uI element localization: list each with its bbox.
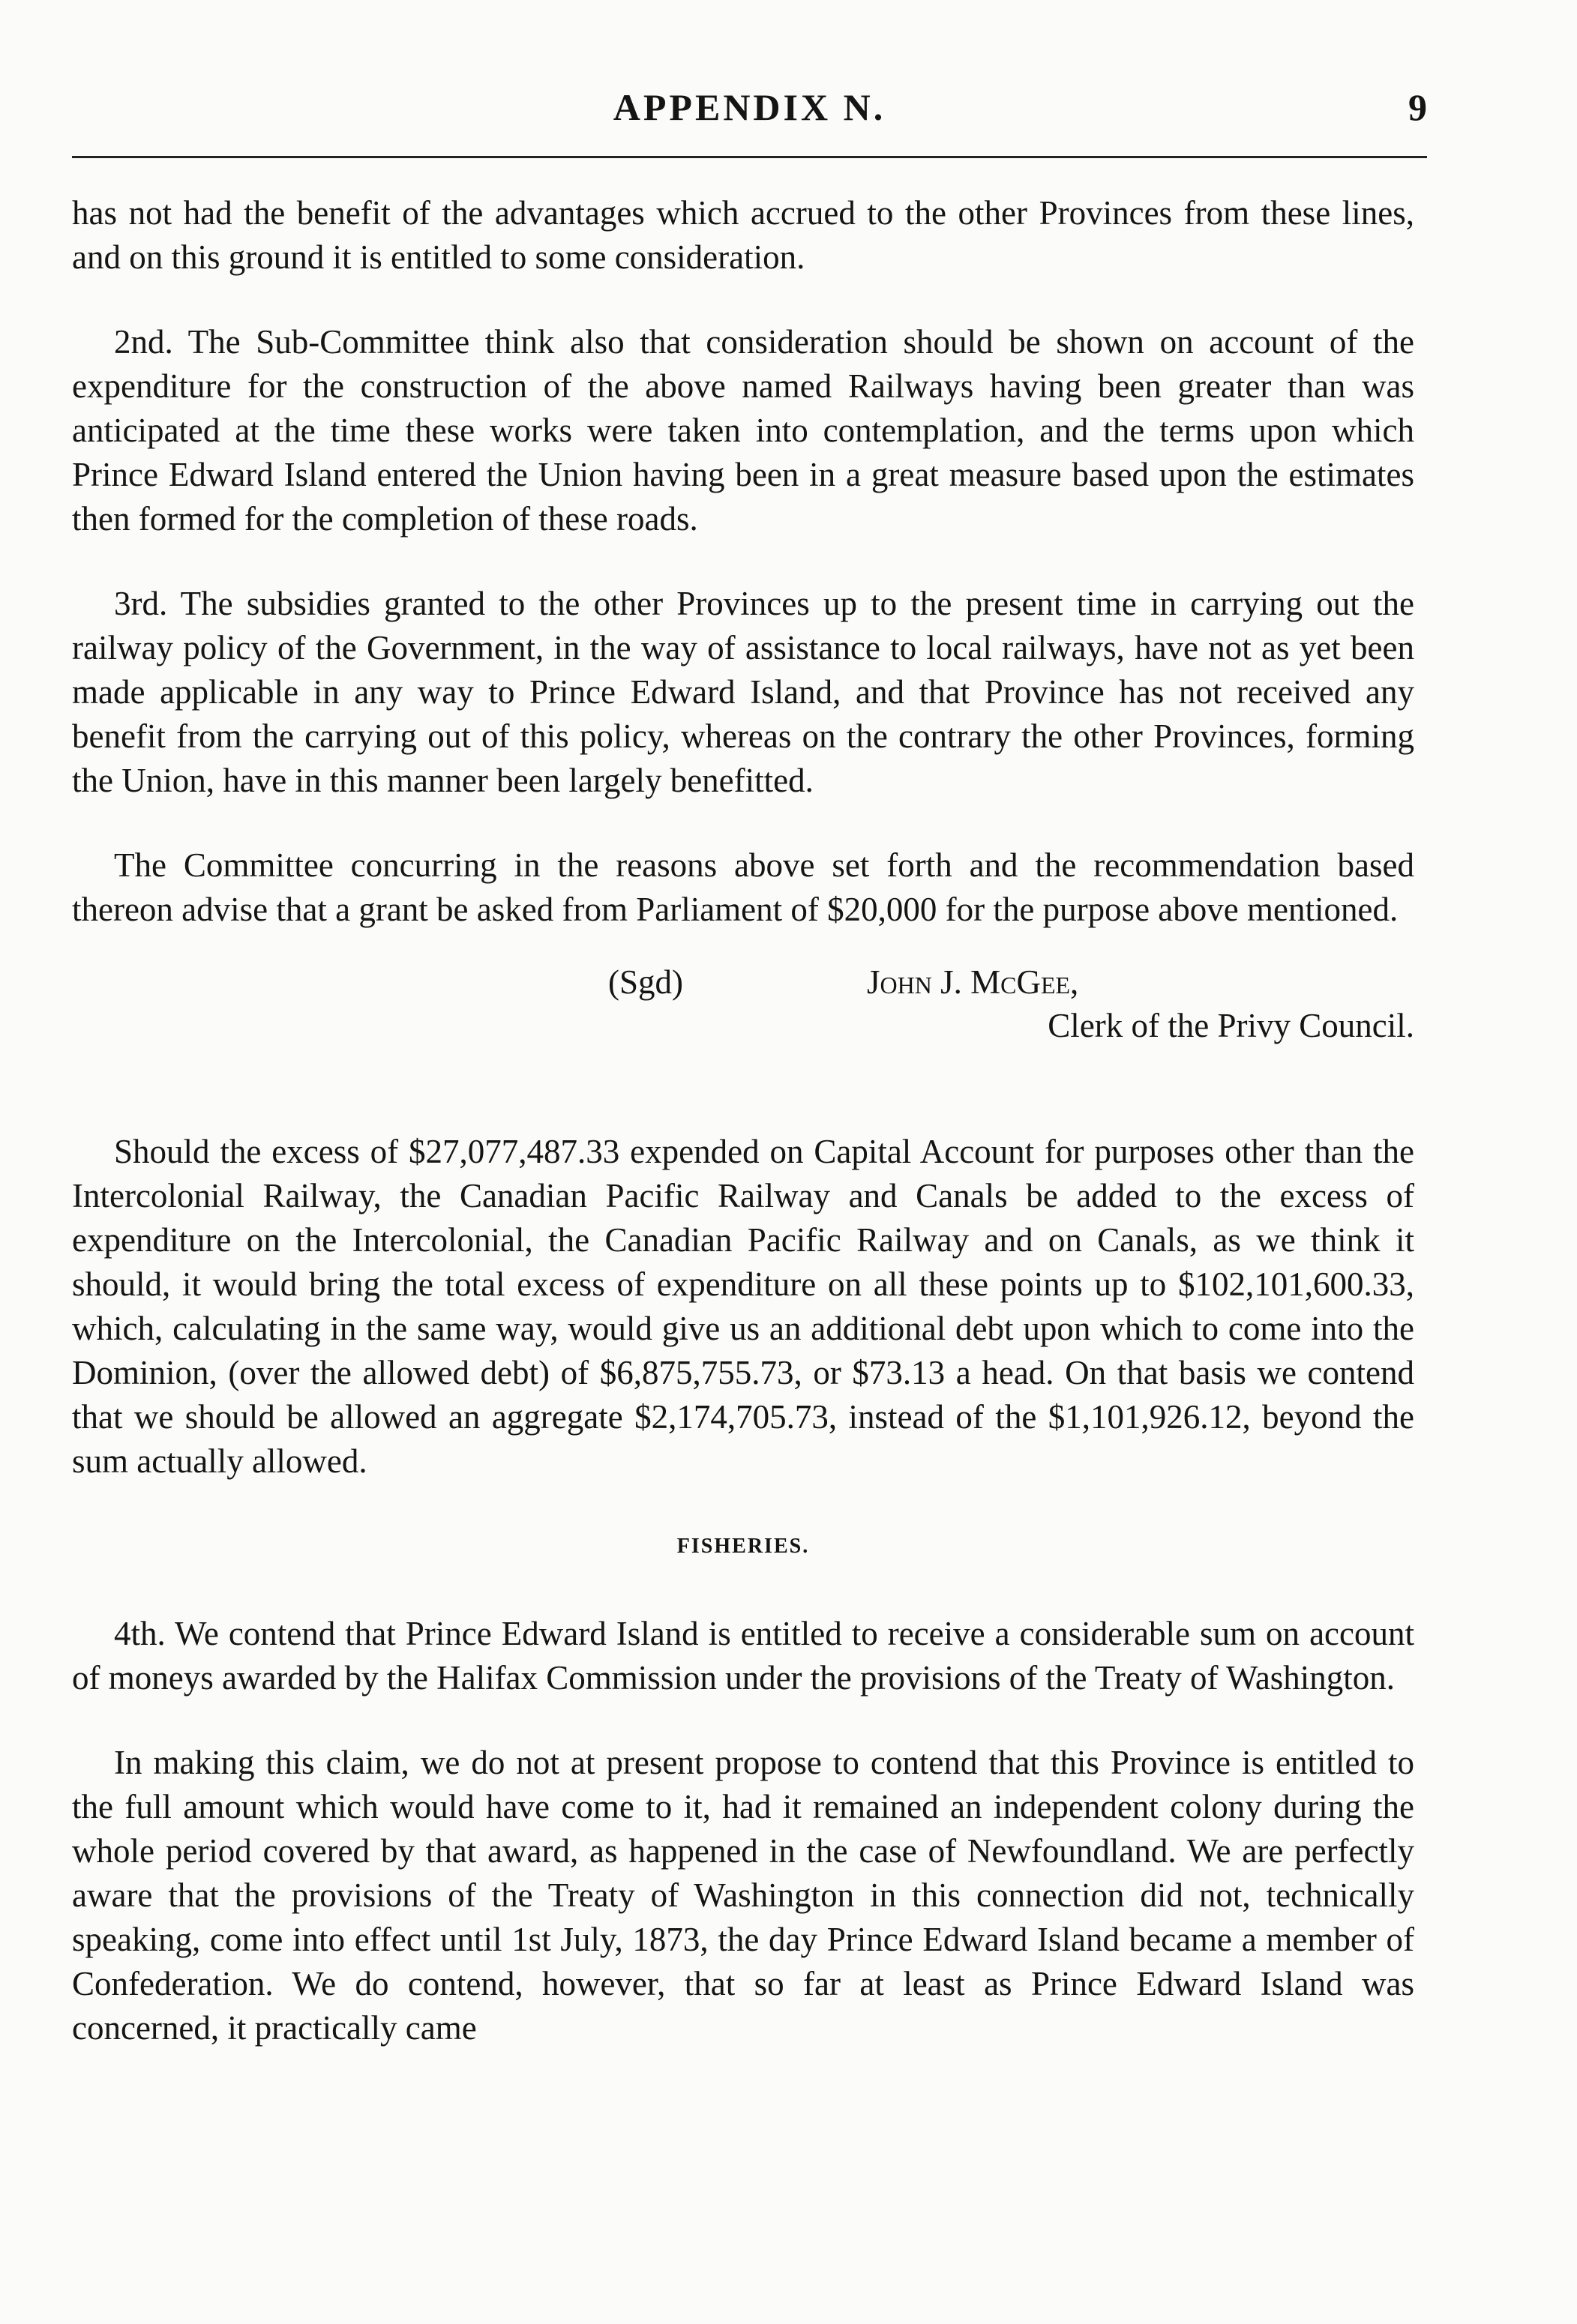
signature-block	[72, 960, 1414, 1065]
paragraph-committee-recommendation: The Committee concurring in the reasons above set forth and the recommendation based thereon advise that a grant be asked from Parliament of $20,000 for the purpose above mentioned.	[72, 846, 1414, 928]
signature-name: John J. McGee,	[867, 963, 1079, 1001]
header-rule	[72, 156, 1427, 158]
paragraph-third-point: 3rd. The subsidies granted to the other Provinces up to the present time in carrying out the railway policy of the Government, in the way of assistance to local railways, have not as yet been made applicable in any way to Prince Edward Island, and that Province has not received any benefit from the carrying out of this policy, whereas on the contrary the other Provinces, forming the Union, have in this manner been largely benefitted.	[72, 585, 1414, 799]
paragraph-continuation: has not had the benefit of the advantages which accrued to the other Provinces from these lines, and on this ground it is entitled to some consideration.	[72, 194, 1414, 276]
page-body	[72, 191, 1414, 2091]
section-heading: FISHERIES.	[676, 1535, 810, 1558]
paragraph-fourth-point: 4th. We contend that Prince Edward Island is entitled to receive a considerable sum on account of moneys awarded by the Halifax Commission under the provisions of the Treaty of Washington.	[72, 1615, 1414, 1697]
running-head: APPENDIX N.	[613, 86, 886, 128]
page-number: 9	[1408, 86, 1427, 128]
signature-title: Clerk of the Privy Council.	[1048, 1007, 1414, 1044]
paragraph-halifax-claim: In making this claim, we do not at present propose to contend that this Province is entitled to the full amount which would have come to it, had it remained an independent colony during the whole period covered by that award, as happened in the case of Newfoundland. We are perfectly aware that the provisions of the Treaty of Washington in this connection did not, technically speaking, come into effect until 1st July, 1873, the day Prince Edward Island became a member of Confederation. We do contend, however, that so far at least as Prince Edward Island was concerned, it practically came	[72, 1744, 1414, 2047]
signature-sgd: (Sgd)	[608, 963, 683, 1001]
paragraph-second-point: 2nd. The Sub-Committee think also that consideration should be shown on account of the expenditure for the construction of the above named Railways having been greater than was anticipated at the time these works were taken into contemplation, and the terms upon which Prince Edward Island entered the Union having been in a great measure based upon the estimates then formed for the completion of these roads.	[72, 323, 1414, 538]
paragraph-excess-expenditure: Should the excess of $27,077,487.33 expended on Capital Account for purposes other than the Intercolonial Railway, the Canadian Pacific Railway and Canals be added to the excess of expenditure on the Intercolonial, the Canadian Pacific Railway and on Canals, as we think it should, it would bring the total excess of expenditure on all these points up to $102,101,600.33, which, calculating in the same way, would give us an additional debt upon which to come into the Dominion, (over the allowed debt) of $6,875,755.73, or $73.13 a head. On that basis we contend that we should be allowed an aggregate $2,174,705.73, instead of the $1,101,926.12, beyond the sum actually allowed.	[72, 1133, 1414, 1480]
page-header	[72, 75, 1427, 135]
